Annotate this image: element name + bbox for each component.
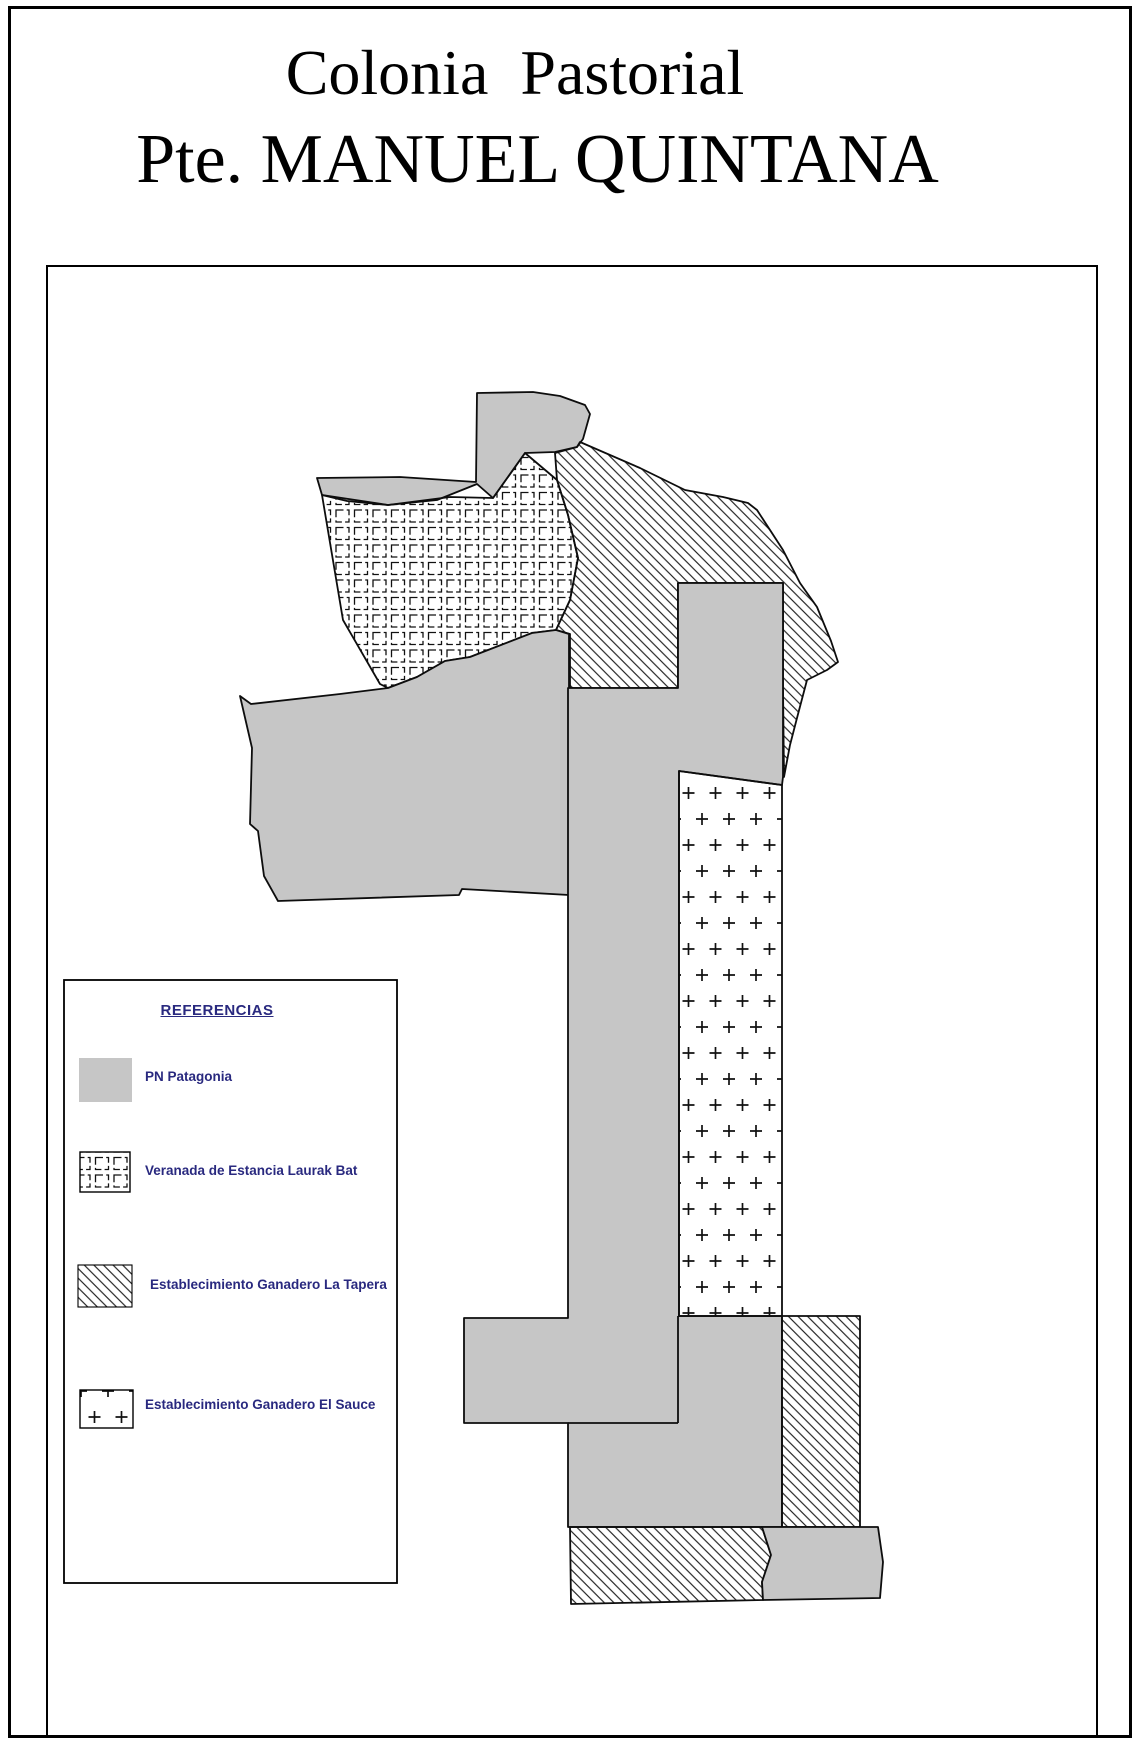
legend-label-el-sauce: Establecimiento Ganadero El Sauce: [145, 1397, 376, 1412]
region-ganadero-la-tapera-south-strip: [570, 1527, 771, 1604]
legend-swatch-el-sauce: [80, 1390, 133, 1428]
legend-swatch-veranada: [80, 1152, 130, 1192]
region-pn-patagonia-southeast-piece: [762, 1527, 883, 1600]
legend-swatch-pn-patagonia: [79, 1058, 132, 1102]
map-title-line-2: Pte. MANUEL QUINTANA: [136, 121, 939, 198]
legend-title: REFERENCIAS: [160, 1002, 274, 1019]
legend-label-pn-patagonia: PN Patagonia: [145, 1069, 233, 1084]
legend-label-la-tapera: Establecimiento Ganadero La Tapera: [150, 1277, 387, 1292]
map-title-line-1: Colonia Pastorial: [285, 37, 745, 108]
region-ganadero-el-sauce-strip: [679, 771, 782, 1316]
legend-swatch-la-tapera: [78, 1265, 132, 1307]
legend-label-veranada: Veranada de Estancia Laurak Bat: [145, 1163, 358, 1178]
region-ganadero-la-tapera-southeast: [782, 1316, 860, 1527]
